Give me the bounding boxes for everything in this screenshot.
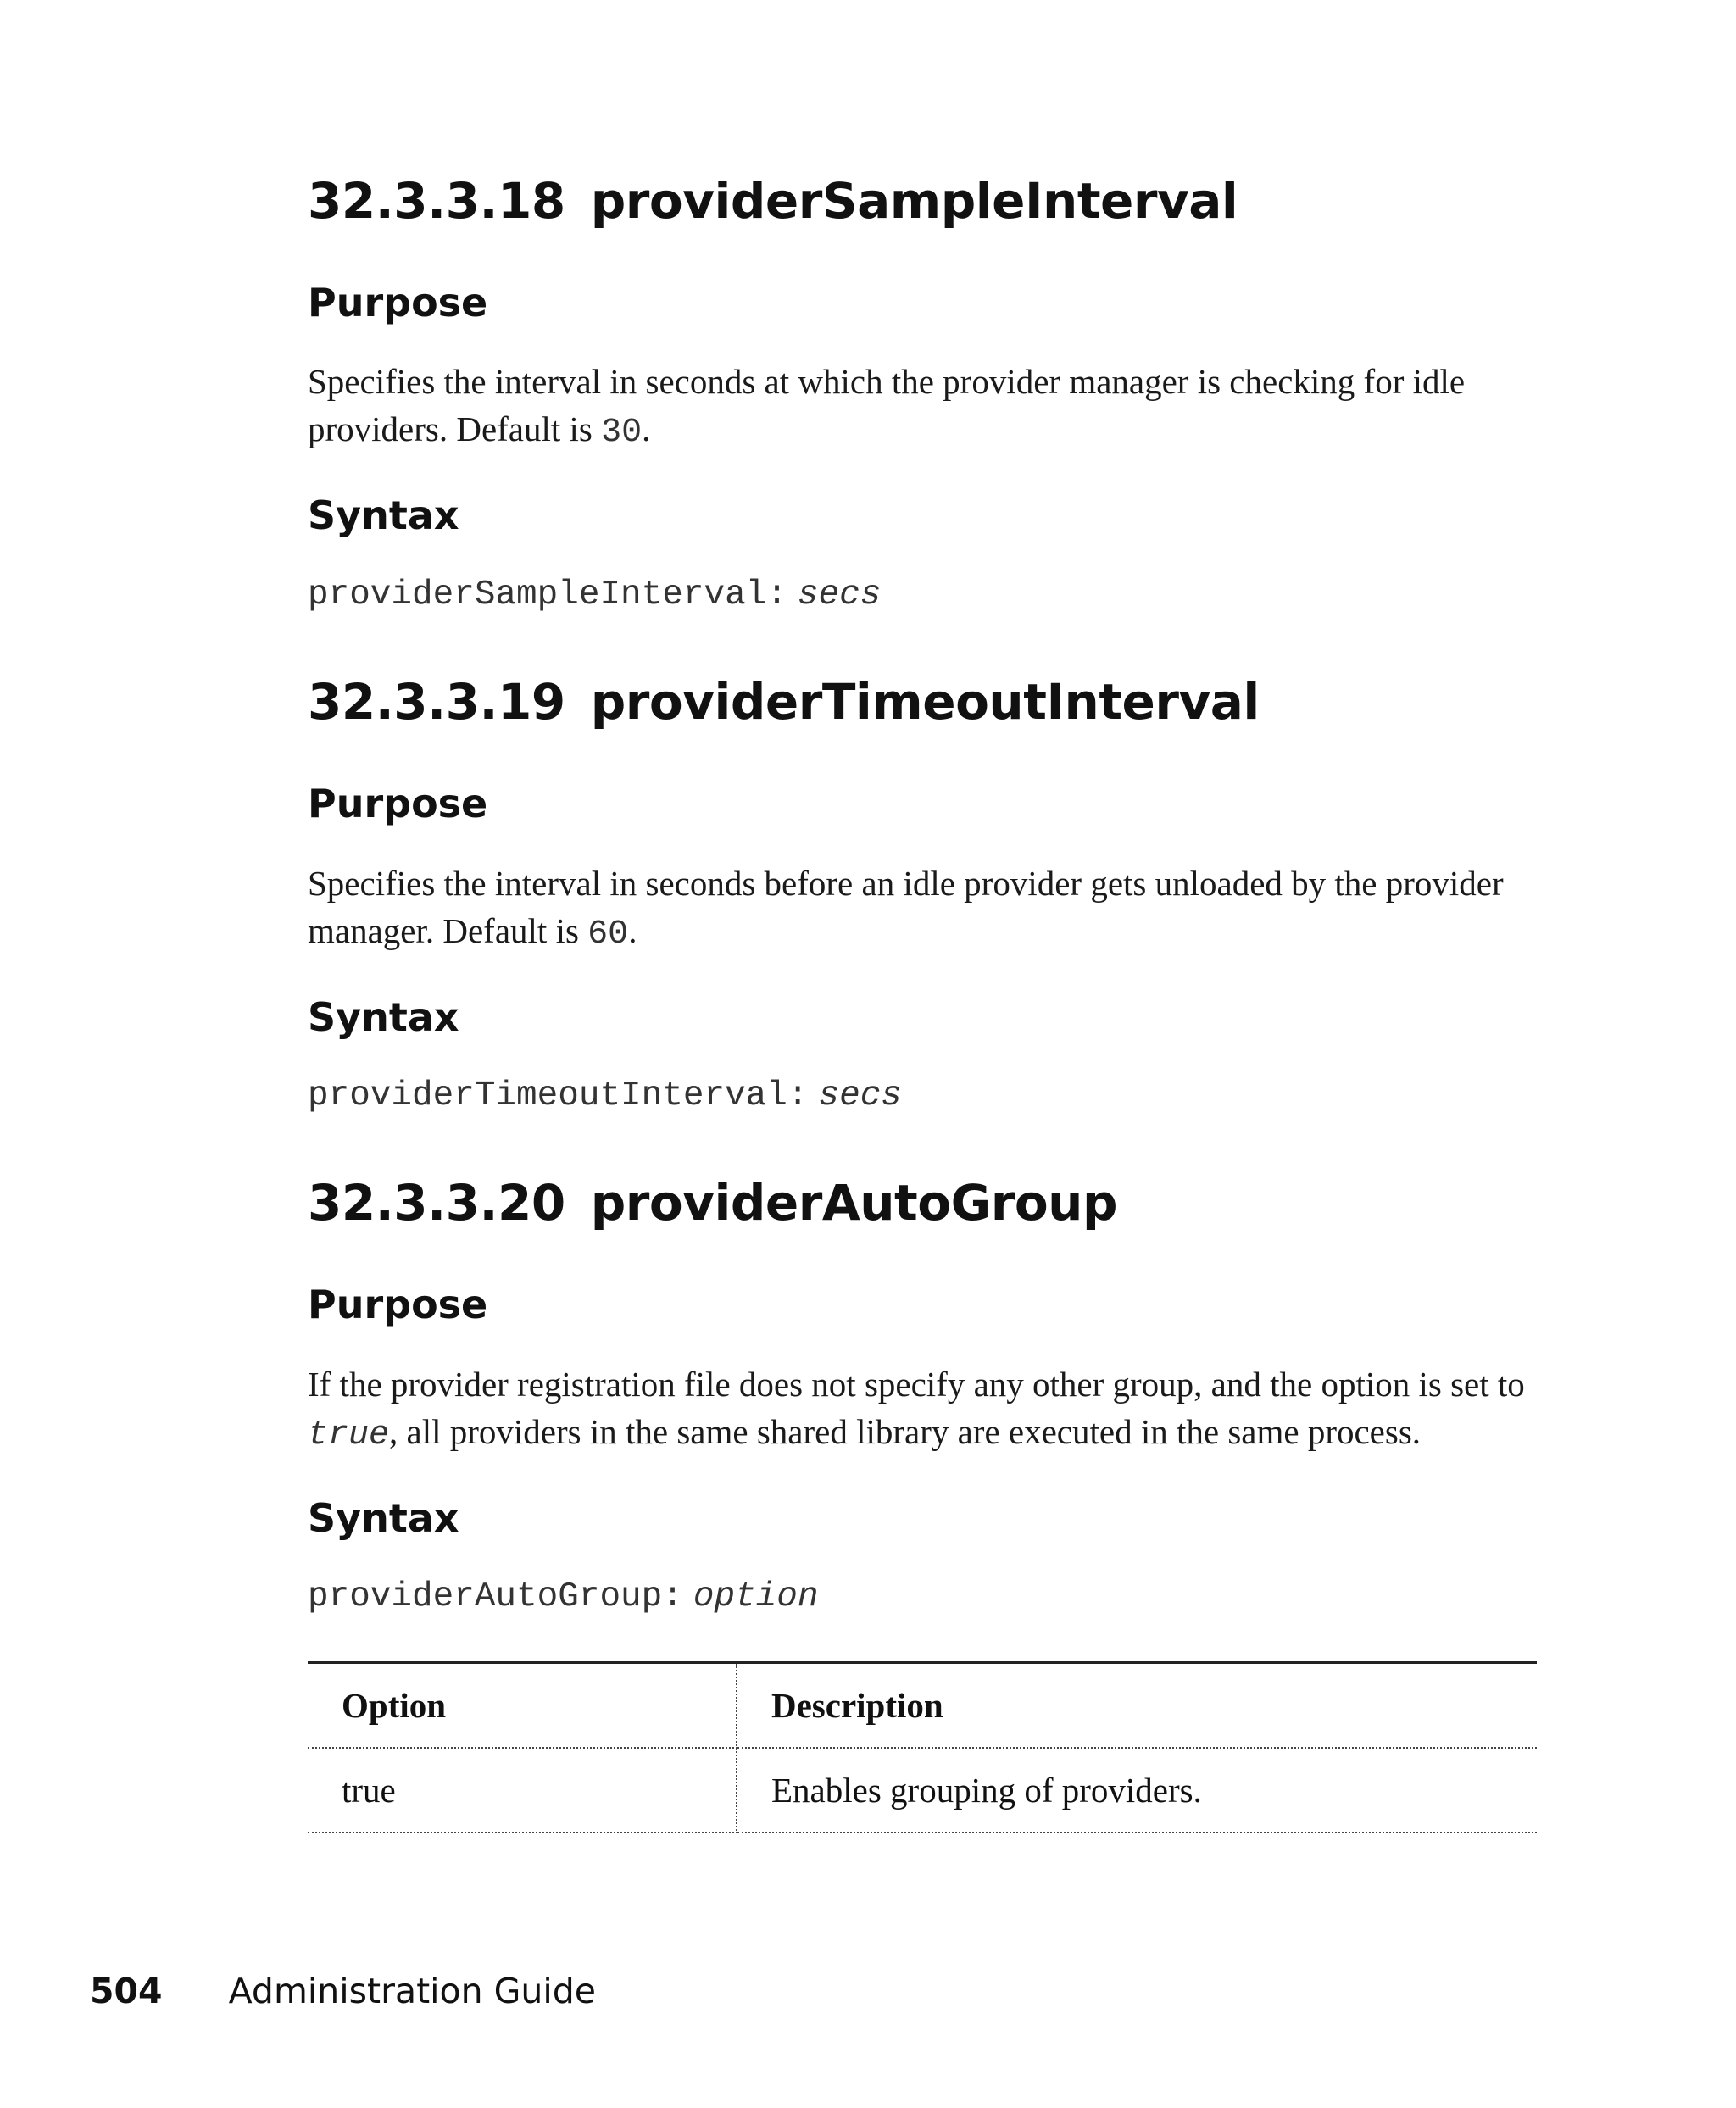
section-heading [308,1176,1537,1231]
option-value-code: true [308,1416,390,1454]
purpose-paragraph [308,358,1537,457]
column-header-option: Option [308,1662,737,1748]
description-cell: Enables grouping of providers. [737,1748,1537,1833]
default-value-code: 30 [601,414,643,453]
page-content [308,172,1537,1833]
purpose-paragraph [308,1360,1537,1460]
section-title: providerSampleInterval [590,172,1238,230]
syntax-heading: Syntax [308,993,459,1040]
section-heading [308,172,1537,230]
syntax-heading: Syntax [308,492,459,539]
default-value-code: 60 [587,915,629,954]
column-header-description: Description [737,1662,1537,1748]
purpose-text: Specifies the interval in seconds at which the provider manager is checking for idle providers. Default is [308,362,1466,449]
syntax-argument: option [693,1577,819,1617]
page-number: 504 [90,1971,163,2011]
section-number: 32.3.3.19 [308,673,565,731]
section-number: 32.3.3.18 [308,172,565,230]
purpose-text: If the provider registration file does not specify any other group, and the option is set to [308,1364,1525,1404]
section-title: providerTimeoutInterval [590,673,1260,731]
purpose-text: Specifies the interval in seconds before an idle provider gets unloaded by the provider manager. Default is [308,863,1504,950]
purpose-heading: Purpose [308,1282,488,1328]
syntax-argument: secs [818,1076,902,1116]
syntax-heading: Syntax [308,1494,459,1541]
table-header-row [308,1662,1537,1748]
syntax-line [308,1076,1537,1117]
syntax-keyword: providerSampleInterval: [308,575,787,615]
book-title: Administration Guide [228,1971,597,2011]
purpose-heading: Purpose [308,780,488,826]
option-cell: true [308,1748,737,1833]
syntax-keyword: providerTimeoutInterval: [308,1076,809,1116]
table-row [308,1748,1537,1833]
syntax-line [308,575,1537,616]
options-table [308,1661,1537,1833]
purpose-paragraph [308,859,1537,959]
purpose-text-end: , all providers in the same shared library are executed in the same process. [389,1411,1422,1451]
purpose-text-end: . [628,910,637,950]
purpose-heading: Purpose [308,279,488,325]
syntax-argument: secs [797,575,882,615]
section-title: providerAutoGroup [590,1174,1117,1232]
page-footer [90,1971,596,2011]
syntax-line [308,1577,1537,1618]
section-heading [308,673,1537,731]
syntax-keyword: providerAutoGroup: [308,1577,683,1617]
section-number: 32.3.3.20 [308,1174,565,1232]
purpose-text-end: . [642,409,651,449]
